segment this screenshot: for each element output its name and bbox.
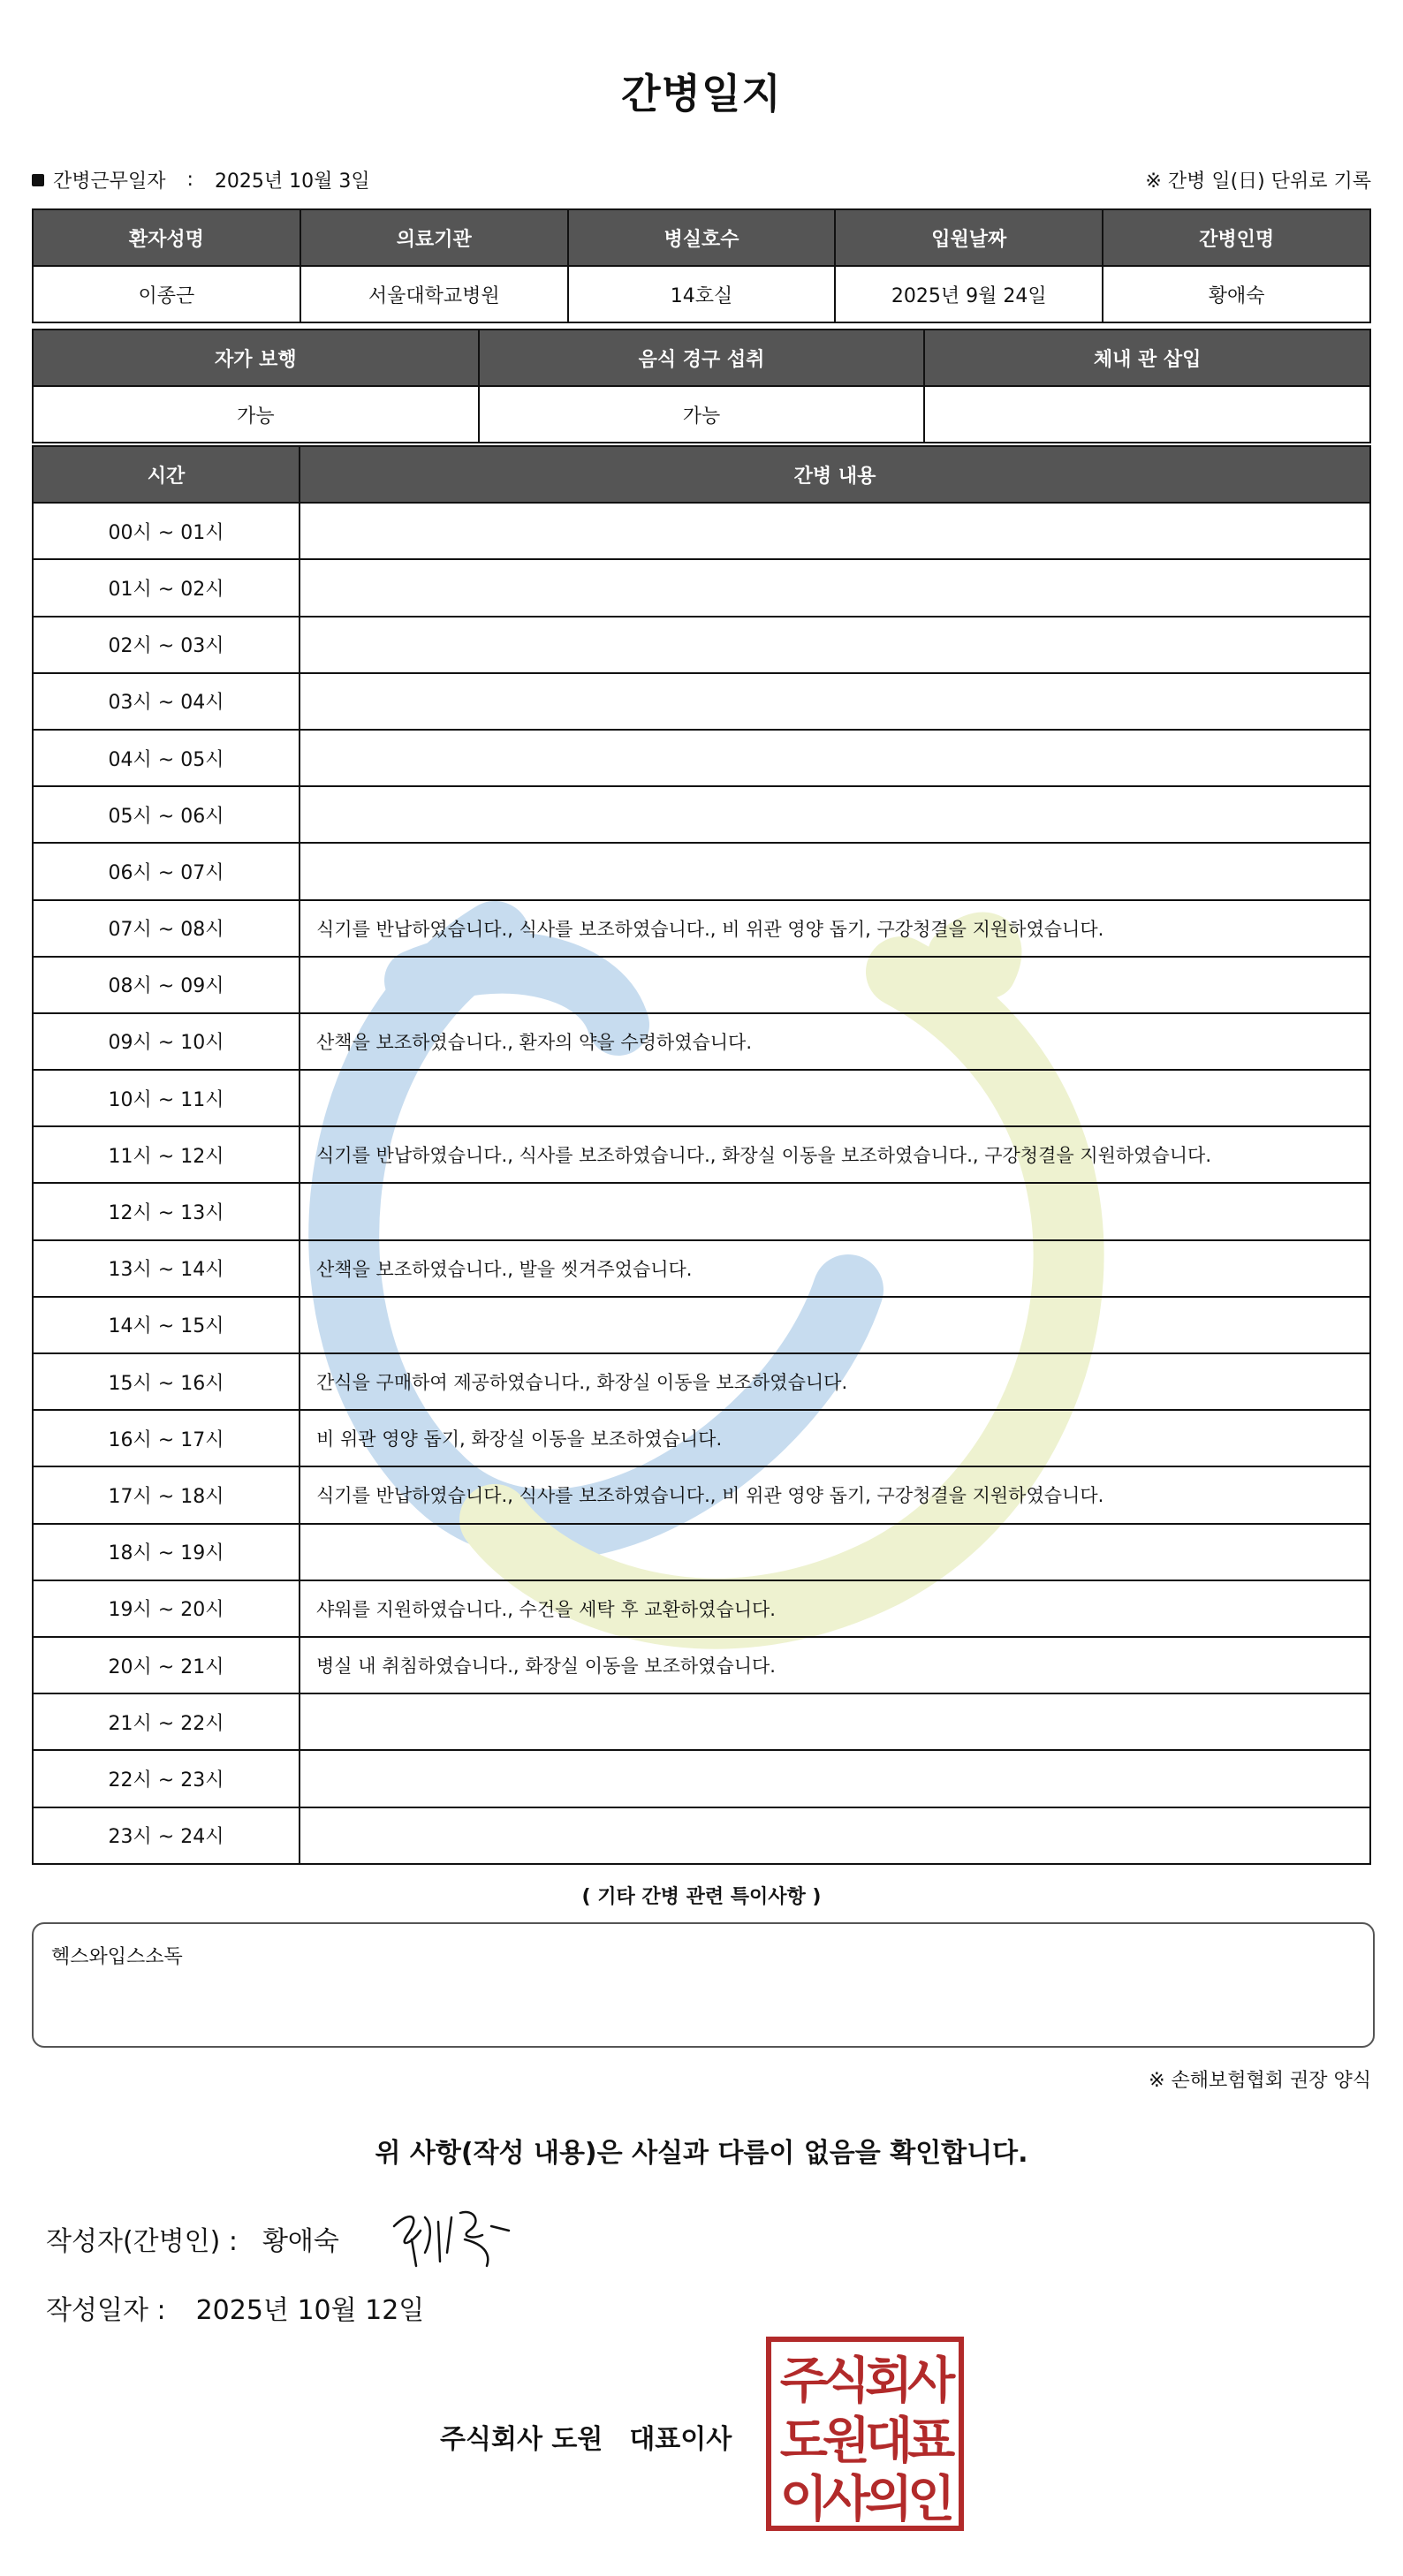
table-row [33,1240,1370,1297]
header-self-walking: 자가 보행 [33,330,479,386]
writer-name: 황애숙 [262,2226,339,2257]
header-patient-name: 환자성명 [33,209,300,266]
care-content-cell [300,559,1370,616]
company-row [440,2417,732,2456]
care-content-cell [300,1297,1370,1353]
table-row [33,1126,1370,1183]
time-cell: 12시 ~ 13시 [33,1183,300,1239]
ceo-title: 대표이사 [629,2424,732,2455]
form-note: ※ 손해보험협회 권장 양식 [1149,2070,1371,2092]
table-row [33,1580,1370,1637]
self-walking-value: 가능 [33,386,479,443]
table-header-row [33,330,1370,386]
company-seal [765,2336,965,2532]
time-cell: 15시 ~ 16시 [33,1353,300,1410]
header-time: 시간 [33,446,300,503]
care-content-cell [300,617,1370,673]
page-title: 간병일지 [621,70,782,117]
hospital: 서울대학교병원 [300,266,568,322]
table-row [33,1807,1370,1864]
care-log-table [32,445,1371,1865]
remarks-box: 헥스와입스소독 [32,1922,1375,2048]
unit-note: ※ 간병 일(日) 단위로 기록 [1145,170,1371,193]
table-row [33,386,1370,443]
table-header-row [33,446,1370,503]
care-content-cell [300,786,1370,843]
time-cell: 21시 ~ 22시 [33,1693,300,1750]
time-cell: 07시 ~ 08시 [33,900,300,957]
patient-info-table [32,208,1371,323]
table-row [33,266,1370,322]
patient-name: 이종근 [33,266,300,322]
care-content-cell [300,730,1370,786]
table-row [33,786,1370,843]
table-row [33,843,1370,899]
care-content-cell [300,1524,1370,1580]
care-content-cell [300,673,1370,730]
tube-insertion-value [924,386,1370,443]
table-row [33,1353,1370,1410]
time-cell: 00시 ~ 01시 [33,503,300,559]
care-content-cell [300,843,1370,899]
time-cell: 09시 ~ 10시 [33,1013,300,1070]
care-content-cell: 식기를 반납하였습니다., 식사를 보조하였습니다., 비 위관 영양 돕기, 구강청결을 지원하였습니다. [300,900,1370,957]
table-row [33,673,1370,730]
company-name: 주식회사 도원 [440,2424,603,2455]
care-content-cell [300,1070,1370,1126]
time-cell: 08시 ~ 09시 [33,957,300,1013]
svg-text:도원대표: 도원대표 [779,2413,951,2470]
written-date-label: 작성일자 : [46,2295,166,2326]
table-header-row [33,209,1370,266]
time-cell: 14시 ~ 15시 [33,1297,300,1353]
table-row [33,1524,1370,1580]
time-cell: 03시 ~ 04시 [33,673,300,730]
written-date-row [46,2288,424,2327]
time-cell: 22시 ~ 23시 [33,1750,300,1807]
table-row [33,559,1370,616]
table-row [33,957,1370,1013]
header-room: 병실호수 [568,209,836,266]
time-cell: 13시 ~ 14시 [33,1240,300,1297]
meta-row [32,166,1371,193]
writer-row [46,2219,339,2258]
time-cell: 11시 ~ 12시 [33,1126,300,1183]
time-cell: 01시 ~ 02시 [33,559,300,616]
table-row [33,1466,1370,1523]
header-tube-insertion: 체내 관 삽입 [924,330,1370,386]
time-cell: 04시 ~ 05시 [33,730,300,786]
table-row [33,900,1370,957]
care-content-cell [300,957,1370,1013]
table-row [33,1637,1370,1693]
writer-label: 작성자(간병인) : [46,2226,238,2257]
care-content-cell: 샤워를 지원하였습니다., 수건을 세탁 후 교환하였습니다. [300,1580,1370,1637]
work-date-separator: : [186,169,193,191]
admission-date: 2025년 9월 24일 [835,266,1103,322]
work-date-label: 간병근무일자 [53,170,166,193]
time-cell: 23시 ~ 24시 [33,1807,300,1864]
table-row [33,503,1370,559]
time-cell: 06시 ~ 07시 [33,843,300,899]
bullet-square-icon [32,174,44,186]
care-content-cell [300,1183,1370,1239]
header-admission-date: 입원날짜 [835,209,1103,266]
caregiver-name: 황애숙 [1103,266,1370,322]
care-content-cell [300,1807,1370,1864]
header-care-content: 간병 내용 [300,446,1370,503]
handwritten-signature [385,2200,527,2270]
care-content-cell: 산책을 보조하였습니다., 환자의 약을 수령하였습니다. [300,1013,1370,1070]
table-row [33,1183,1370,1239]
table-row [33,1013,1370,1070]
table-row [33,1693,1370,1750]
oral-intake-value: 가능 [479,386,925,443]
table-row [33,730,1370,786]
care-content-cell: 식기를 반납하였습니다., 식사를 보조하였습니다., 화장실 이동을 보조하였습니다., 구강청결을 지원하였습니다. [300,1126,1370,1183]
time-cell: 17시 ~ 18시 [33,1466,300,1523]
time-cell: 02시 ~ 03시 [33,617,300,673]
care-content-cell: 산책을 보조하였습니다., 발을 씻겨주었습니다. [300,1240,1370,1297]
work-date-value: 2025년 10월 3일 [214,170,370,193]
table-row [33,1410,1370,1466]
care-content-cell [300,1693,1370,1750]
care-content-cell [300,503,1370,559]
written-date: 2025년 10월 12일 [195,2295,425,2326]
care-content-cell: 병실 내 취침하였습니다., 화장실 이동을 보조하였습니다. [300,1637,1370,1693]
table-row [33,1070,1370,1126]
header-caregiver-name: 간병인명 [1103,209,1370,266]
header-oral-intake: 음식 경구 섭취 [479,330,925,386]
time-cell: 20시 ~ 21시 [33,1637,300,1693]
room-number: 14호실 [568,266,836,322]
time-cell: 05시 ~ 06시 [33,786,300,843]
time-cell: 10시 ~ 11시 [33,1070,300,1126]
table-row [33,1750,1370,1807]
table-row [33,1297,1370,1353]
table-row [33,617,1370,673]
time-cell: 16시 ~ 17시 [33,1410,300,1466]
care-content-cell [300,1750,1370,1807]
header-hospital: 의료기관 [300,209,568,266]
time-cell: 19시 ~ 20시 [33,1580,300,1637]
confirmation-statement: 위 사항(작성 내용)은 사실과 다름이 없음을 확인합니다. [375,2138,1028,2169]
status-table [32,329,1371,443]
care-content-cell: 간식을 구매하여 제공하였습니다., 화장실 이동을 보조하였습니다. [300,1353,1370,1410]
svg-text:주식회사: 주식회사 [779,2352,951,2410]
svg-text:이사의인: 이사의인 [779,2471,951,2528]
remarks-title: ( 기타 간병 관련 특이사항 ) [581,1886,822,1908]
care-content-cell: 식기를 반납하였습니다., 식사를 보조하였습니다., 비 위관 영양 돕기, 구강청결을 지원하였습니다. [300,1466,1370,1523]
care-content-cell: 비 위관 영양 돕기, 화장실 이동을 보조하였습니다. [300,1410,1370,1466]
time-cell: 18시 ~ 19시 [33,1524,300,1580]
